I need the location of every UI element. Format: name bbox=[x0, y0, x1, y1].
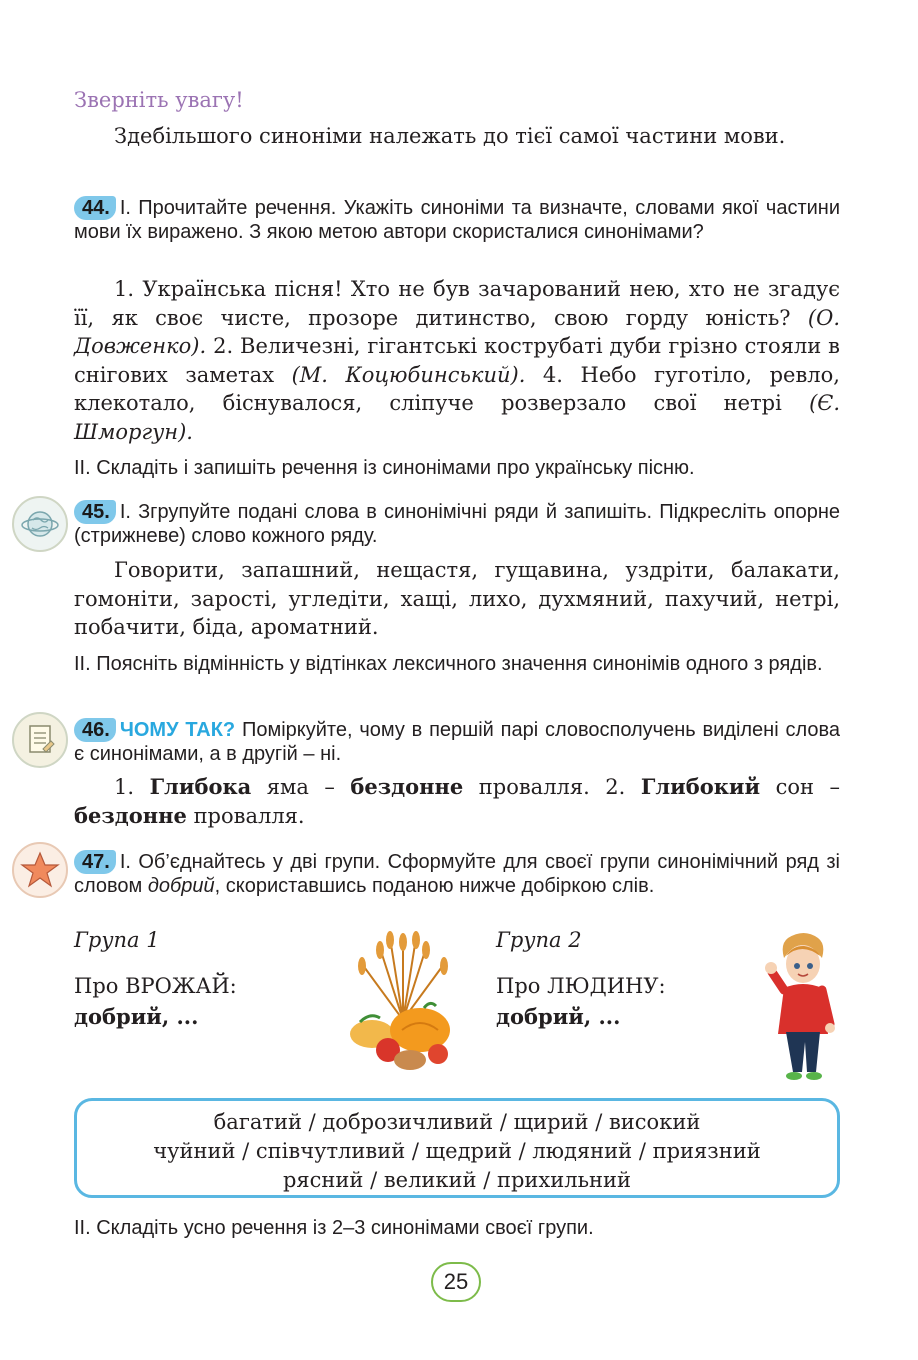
exercise-45-task bbox=[74, 500, 840, 548]
exercise-45-task-2: ІІ. Поясніть відмінність у відтінках лексичного значення синонімів одного з рядів. bbox=[74, 653, 823, 675]
exercise-47-task-2: ІІ. Складіть усно речення із 2–3 синонімами своєї групи. bbox=[74, 1217, 594, 1239]
group-2-start: добрий, ... bbox=[496, 1004, 621, 1029]
phrase-text: 1. bbox=[114, 775, 135, 799]
exercise-46-task bbox=[74, 718, 840, 766]
group-1-title: Група 1 bbox=[74, 928, 160, 952]
phrase-bold: Глибока bbox=[149, 774, 252, 799]
keyword: добрий bbox=[147, 875, 215, 897]
why-so-label: ЧОМУ ТАК? bbox=[119, 719, 236, 741]
author-2: (М. Коцюбинський). bbox=[291, 362, 526, 387]
exercise-45-words: Говорити, запашний, нещастя, гущавина, уздріти, балакати, гомоніти, зарості, угледіти, хащі, лихо, духмяний, пахучий, нетрі, побачити, біда, ароматний. bbox=[74, 558, 840, 639]
phrase-text: яма – bbox=[266, 775, 335, 799]
exercise-46-task-text: Поміркуйте, чому в першій парі словосполучень виділені слова є синонімами, а в другій – ні. bbox=[74, 719, 841, 765]
attention-rule: Здебільшого синоніми належать до тієї самої частини мови. bbox=[114, 124, 786, 148]
group-1-about: Про ВРОЖАЙ: bbox=[74, 974, 237, 998]
phrase-text: сон – bbox=[775, 775, 840, 799]
phrase-bold: Глибокий bbox=[640, 774, 761, 799]
phrase-text: провалля. 2. bbox=[478, 775, 626, 799]
notes-icon bbox=[12, 712, 68, 768]
sentence-1: 1. Українська пісня! Хто не був зачарований нею, хто не згадує її, як своє чисте, прозоре дитинство, свою горду юність? bbox=[74, 277, 840, 330]
page-number: 25 bbox=[431, 1262, 481, 1302]
attention-heading: Зверніть увагу! bbox=[74, 88, 244, 112]
exercise-44-task-2: ІІ. Складіть і запишіть речення із синонімами про українську пісню. bbox=[74, 457, 695, 479]
word-bank-line-2: чуйний / співчутливий / щедрий / людяний / приязний bbox=[153, 1139, 761, 1163]
group-2-about: Про ЛЮДИНУ: bbox=[496, 974, 666, 998]
boy-illustration bbox=[762, 932, 842, 1084]
exercise-number-badge: 46. bbox=[74, 718, 116, 742]
phrase-bold: бездонне bbox=[350, 774, 464, 799]
brain-planet-icon bbox=[12, 496, 68, 552]
word-bank-line-1: багатий / доброзичливий / щирий / високий bbox=[213, 1110, 701, 1134]
sentence-2: 2. Величезні, гігантські кострубаті дуби грізно стояли в снігових заметах bbox=[74, 334, 840, 387]
exercise-47-task-text: І. Об’єднайтесь у дві групи. Сформуйте для своєї групи синонімічний ряд зі словом bbox=[74, 851, 840, 897]
exercise-number-badge: 45. bbox=[74, 500, 116, 524]
author-3: (Є. Шморгун). bbox=[74, 391, 840, 444]
group-1-start: добрий, ... bbox=[74, 1004, 199, 1029]
phrase-bold: бездонне bbox=[74, 802, 187, 828]
exercise-44-task-text: І. Прочитайте речення. Укажіть синоніми та визначте, словами якої частини мови їх виражено. З якою метою автори скористалися синонімами? bbox=[74, 197, 840, 243]
word-bank-line-3: рясний / великий / прихильний bbox=[282, 1168, 632, 1192]
exercise-46-phrases bbox=[74, 773, 840, 830]
exercise-number-badge: 44. bbox=[74, 196, 116, 220]
group-2-title: Група 2 bbox=[496, 928, 582, 952]
exercise-44-task bbox=[74, 196, 840, 244]
word-bank-box bbox=[74, 1098, 840, 1198]
sentence-3: 4. Небо гуготіло, ревло, клекотало, біснувалося, сліпуче розверзало свої нетрі bbox=[74, 362, 840, 415]
harvest-illustration bbox=[340, 930, 466, 1076]
exercise-number-badge: 47. bbox=[74, 850, 116, 874]
exercise-47-task-text-end: , скориставшись поданою нижче добіркою слів. bbox=[214, 875, 655, 897]
exercise-44-sentences bbox=[74, 275, 840, 446]
exercise-47-task bbox=[74, 850, 840, 898]
star-icon bbox=[12, 842, 68, 898]
exercise-45-task-text: І. Згрупуйте подані слова в синонімічні ряди й запишіть. Підкресліть опорне (стрижневе) слово кожного ряду. bbox=[74, 501, 840, 547]
phrase-text: провалля. bbox=[193, 803, 305, 828]
author-1: (О. Довженко). bbox=[74, 305, 840, 358]
